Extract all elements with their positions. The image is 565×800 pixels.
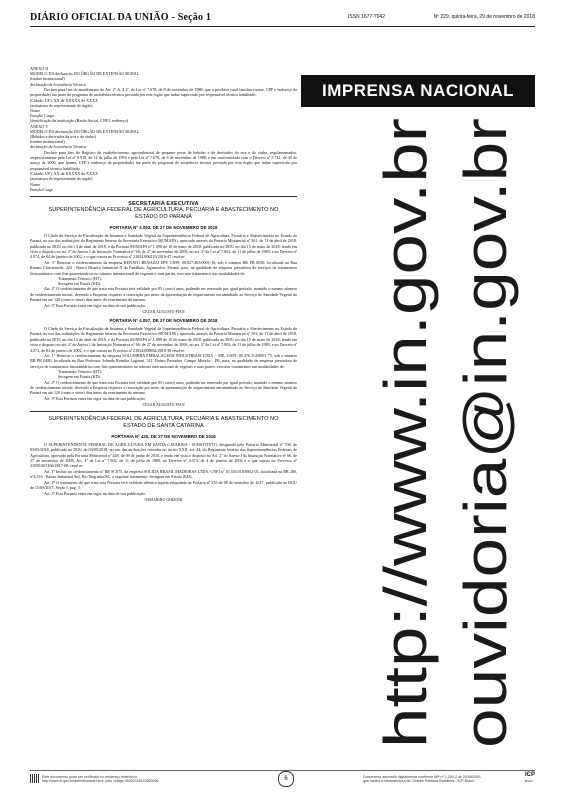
icp-brasil-logo [525,772,535,784]
portaria-title: PORTARIA Nº 4.057, DE 27 DE NOVEMBRO DE 2018 [109,317,218,323]
annex-paragraph: Declaro para fins do Registro de estabelecimento agroindustrial de pequeno porte de bebidas e de derivados da uva e do vinho, regulamentados, respectivamente pela Lei nº 8.918, de 14 de julho de 1994 e pela Lei nº 7.678, de 8 de novembro de 1988, e em conformidade com o Decreto nº 5.741, de 30 de março de 2006, que (nome, CPF e endereço da propriedade) faz parte do programa de assistência técnica prestada por este órgão que induz supervisão por responsável técnico habilitado. [30,149,297,171]
issue-date: Nº 229, quinta-feira, 29 de novembro de 2018 [433,14,535,20]
imprensa-nacional-banner [301,75,535,107]
portaria-paragraph: Art. 1º Renovar o credenciamento da empresa RENATO BENAZZI EPP, CNPJ: 00.827.463/0001-16, sob o número BR PR 0050, localizada na Rua Renato Christianetti, 424 - Bairro Distrito Industrial II do Fanálhas, Jaguariaíva, Paraná, para, na qualidade de empresa prestadora de serviços de tratamentos fitossanitários com fins quarentenários no trânsito internacional de vegetais e suas partes, executar tratamentos nas modalidades de: [30,259,297,276]
page-header [30,12,535,27]
issn: ISSN 1677-7042 [348,14,385,20]
signer-name: CEZAR AUGUSTO PIAN [142,309,185,314]
signer-name: CEZAR AUGUSTO PIAN [142,403,185,408]
portaria-paragraph: Art. 3º Esta Portaria entra em vigor na data de sua publicação. [44,490,146,496]
portaria-title: PORTARIA Nº 4.052, DE 27 DE NOVEMBRO DE 2018 [109,224,218,230]
qr-code-icon [30,774,39,783]
portaria-paragraph: O Chefe do Serviço de Fiscalização de Insumos e Sanidade Vegetal da Superintendência Federal de Agricultura, Pecuária e Abastecimento no Estado do Paraná, no uso das atribuições do Regimento Interno da Secretaria Executiva (SE/MAPA), aprovado através da Portaria Ministerial nº 561, de 11 de abril de 2018, publicada no DOU no dia 13 de abril de 2018, e da Portaria SE/MAPA nº 1.098 de 10 de maio de 2018, publicada no DOU no dia 15 de maio de 2018, tendo em vista o disposto no art. 2º do Anexo I da Instrução Normativa nº 66, de 27 de novembro de 2006, no art. 3º da Lei nº 7.802, de 11 de julho de 1989, e no Decreto nº 4.074, de 04 de janeiro de 2002, e o que consta no Processo nº 21034.008864/2018-38 resolve: [30,325,297,353]
page-number: 6 [278,771,294,787]
divider [30,196,297,197]
page-footer [30,770,535,791]
signer-name: OSMARINO GHIZONI [144,497,183,502]
portaria-paragraph: Art. 2º O credenciamento de que trata esta Portaria terá validade por 05 (cinco) anos, podendo ser renovado por igual período, mantido o mesmo número de credenciamento inicial, devendo a Empresa requerer a renovação por meio da apresentação de requerimento encaminhado ao Serviço de Sanidade Vegetal do Paraná em até 120 (cento e vinte) dias antes do vencimento do mesmo. [30,379,297,396]
portaria-paragraph: O Chefe do Serviço de Fiscalização de Insumos e Sanidade Vegetal da Superintendência Federal de Agricultura, Pecuária e Abastecimento no Estado do Paraná, no uso das atribuições do Regimento Interno da Secretaria Executiva (SE/MAPA), aprovado através da Portaria Ministerial nº 561, de 11 de abril de 2018, publicada no DOU no dia 13 de abril de 2018, e da Portaria SE/MAPA nº 1.098 de 10 de maio de 2018, publicada no DOU no dia 15 de maio de 2018, tendo em vista o disposto no art. 2º do Anexo I da Instrução Normativa nº 66, de 27 de novembro de 2006, no art. 3º da Lei nº 7.802, de 11 de julho de 1989, e no Decreto nº 4.074, de 04 de janeiro de 2002, e o que consta no Processo nº 21034.006219/2016-47 resolve: [30,232,297,260]
portaria-paragraph: Art. 2º O credenciamento de que trata esta Portaria terá validade por 05 (cinco) anos, podendo ser renovado por igual período, mantido o mesmo número de credenciamento inicial, devendo a Empresa requerer a renovação por meio da apresentação de requerimento encaminhado ao Serviço de Sanidade Vegetal do Paraná em até 120 (cento e vinte) dias antes do vencimento do mesmo. [30,286,297,303]
watermark-svg [301,108,535,758]
section-title: SECRETARIA EXECUTIVA [128,200,199,207]
divider [30,411,297,412]
portaria-paragraph: Art. 3º Esta Portaria entra em vigor na data de sua publicação. [44,395,146,401]
footer-verification-text: Este documento pode ser verificado no endereço eletrônico http://www.in.gov.br/autenticidade.html, pelo código 05302018112900006 [42,775,159,784]
portaria-paragraph: Art. 1º Incluir no credenciamento nº BR SC075, da empresa SOLIDA BRASIL MADEIRAS LTDA, CNPJ nº 10.350.018/0002-05, localizada na BR 280, nº4.316 - Bairro Industrial Sul, Rio Negrinho/SC, a seguinte tratamento: Secagem em Estufa (KD). [30,468,297,480]
portaria-paragraph: O SUPERINTENDENTE FEDERAL DE AGRICULTURA EM SANTA CATARINA - SUBSTITUTO, designado pela Portaria Ministerial nº 706, de 03/05/2018, publicada no DOU de 03/05/2018, no uso das atribuições contidas no inciso XXII, art. 44, do Regimento Interno das Superintendências Federais de Agricultura, aprovado pela Portaria Ministerial nº 428, de 09 de junho de 2010, e tendo em vista o disposto no Art. 2º do Anexo I da Instrução Normativa nº 66, de 27 de novembro de 2006, Art. 4º da Lei nº 7.802, de 11 de julho de 1989, no Decreto nº 4.074, de 4 de janeiro de 2002 e o que consta no Processo nº 21050.007466/2017-68, resolve: [30,441,297,469]
annex-paragraph: Declaro para fins de atendimento do Art. 2º-A, § 2º, da Lei nº 7.678, de 8 de novembro de 1988, que o produtor rural familiar (nome, CPF e endereço da propriedade) faz parte do programa de assistência técnica prestada por este órgão que induz supervisão por responsável técnico habilitado. [30,86,297,98]
icp-logo-text: ICP [524,772,535,778]
annex-block: (Cidade, UF), XX de XXXXX de XXXX (assinatura do representante do órgão) Nome Função/Cargo [30,171,98,192]
portaria-paragraph: Art. 1º Renovar o credenciamento da empresa SOLUMBRA EMBALAGENS INDUSTRIAIS LTDA. - ME, CNPJ: 00.476.114/0001-75, sob o número BR PR 0480, localizada na Rua Professor Jolanda Romiko Lagunni, 311, Bairro Passaúna, Campo Mourão - PR, para, na qualidade de empresa prestadora de serviços de tratamentos fitossanitários com fins quarentenários no trânsito internacional de vegetais e suas partes, executar tratamentos nas modalidades de: [30,353,297,369]
annex-block: (Cidade, UF), XX de XXXXX de XXXX (assinatura do representante do órgão) Nome Função/ Cargo Identificação da instituição (Razão Social, CNPJ, endereço) ANEXO V MODELO DA declaração DO ÓRGÃO DE EXTENSÃO RURAL (Bebidas e derivados da uva e do vinho) (timbre institucional) declaração de Assistência Técnica [30,97,140,150]
treatment-list: Tratamento Térmico (HT); Secagem em Estufa (KD). [58,275,102,287]
watermark-url: http://www.in.gov.br [372,228,439,748]
banner-text: IMPRENSA NACIONAL [321,81,515,100]
annex-block: ANEXO II MODELO DA declaração DO ÓRGÃO DE EXTENSÃO RURAL (timbre institucional) declaração de Assistência Técnica [30,66,140,87]
portaria-paragraph: Art. 3º Esta Portaria entra em vigor na data de sua publicação. [44,302,146,308]
organization-heading: SUPERINTENDÊNCIA FEDERAL DE AGRICULTURA, PECUÁRIA E ABASTECIMENTO NO ESTADO DO PARANÁ [48,206,279,220]
organization-heading: SUPERINTENDÊNCIA FEDERAL DE AGRICULTURA, PECUÁRIA E ABASTECIMENTO NO ESTADO DE SANTA CATARINA [48,415,279,429]
watermark-email: ouvidoria@in.gov.br [452,217,519,748]
left-column [30,66,297,766]
portaria-paragraph: Art. 2º O tratamento de que trata esta Portaria terá validade idêntica àquela estipulada na Portaria nº 235 de 08 de setembro de 2017, publicada no DOU de 15/09/2017, Seção I, pag. 3. [30,479,297,491]
footer-signature-text: Documento assinado digitalmente conforme MP nº 2.200-2 de 24/08/2001, que institui a Infraestrutura de Chaves Públicas Brasileira - ICP-Brasil. [363,775,482,784]
right-column [301,66,535,764]
portaria-title: PORTARIA Nº 420, DE 27 DE NOVEMBRO DE 2018 [111,433,216,439]
watermark-stamp [301,108,535,758]
treatment-list: Tratamento Térmico (HT); Secagem em Estufa (KD). [58,369,102,380]
icp-logo-sub: Brasil [524,779,533,783]
publication-title: DIÁRIO OFICIAL DA UNIÃO - Seção 1 [30,12,212,23]
